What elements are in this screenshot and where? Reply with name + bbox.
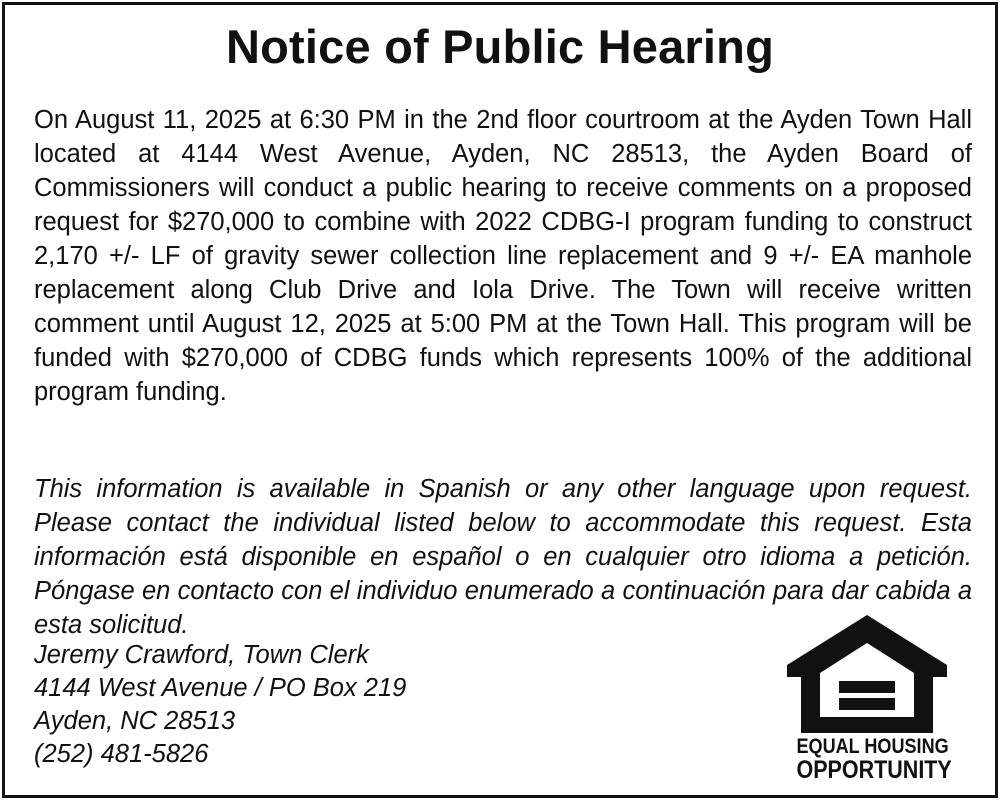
contact-block xyxy=(34,639,406,771)
hearing-details-paragraph: On August 11, 2025 at 6:30 PM in the 2nd floor courtroom at the Ayden Town Hall located at 4144 West Avenue, Ayden, NC 28513, the Ayden Board of Commissioners will conduct a public hearing to receive comments on a proposed request for $270,000 to combine with 2022 CDBG-I program funding to construct 2,170 +/- LF of gravity sewer collection line replacement and 9 +/- EA manhole replacement along Club Drive and Iola Drive. The Town will receive written comment until August 12, 2025 at 5:00 PM at the Town Hall. This program will be funded with $270,000 of CDBG funds which represents 100% of the additional program funding. xyxy=(34,106,972,406)
public-hearing-notice xyxy=(2,2,998,798)
equal-housing-logo xyxy=(785,611,952,791)
contact-city: Ayden, NC 28513 xyxy=(34,707,236,735)
contact-name: Jeremy Crawford, Town Clerk xyxy=(34,641,369,669)
contact-phone: (252) 481-5826 xyxy=(34,740,209,768)
opportunity-text: OPPORTUNITY xyxy=(796,756,952,784)
equal-housing-house-icon xyxy=(787,611,947,735)
notice-title: Notice of Public Hearing xyxy=(226,20,774,73)
contact-address: 4144 West Avenue / PO Box 219 xyxy=(34,674,407,702)
language-availability-paragraph: This information is available in Spanish or any other language upon request. Please contact the individual listed below to accommodate this request. Esta información está disponible en español o en cualquier otro idioma a petición. Póngase en contacto con el individuo enumerado a continuación para dar cabida a esta solicitud. xyxy=(34,475,972,639)
equal-housing-text: EQUAL HOUSING xyxy=(796,735,949,758)
